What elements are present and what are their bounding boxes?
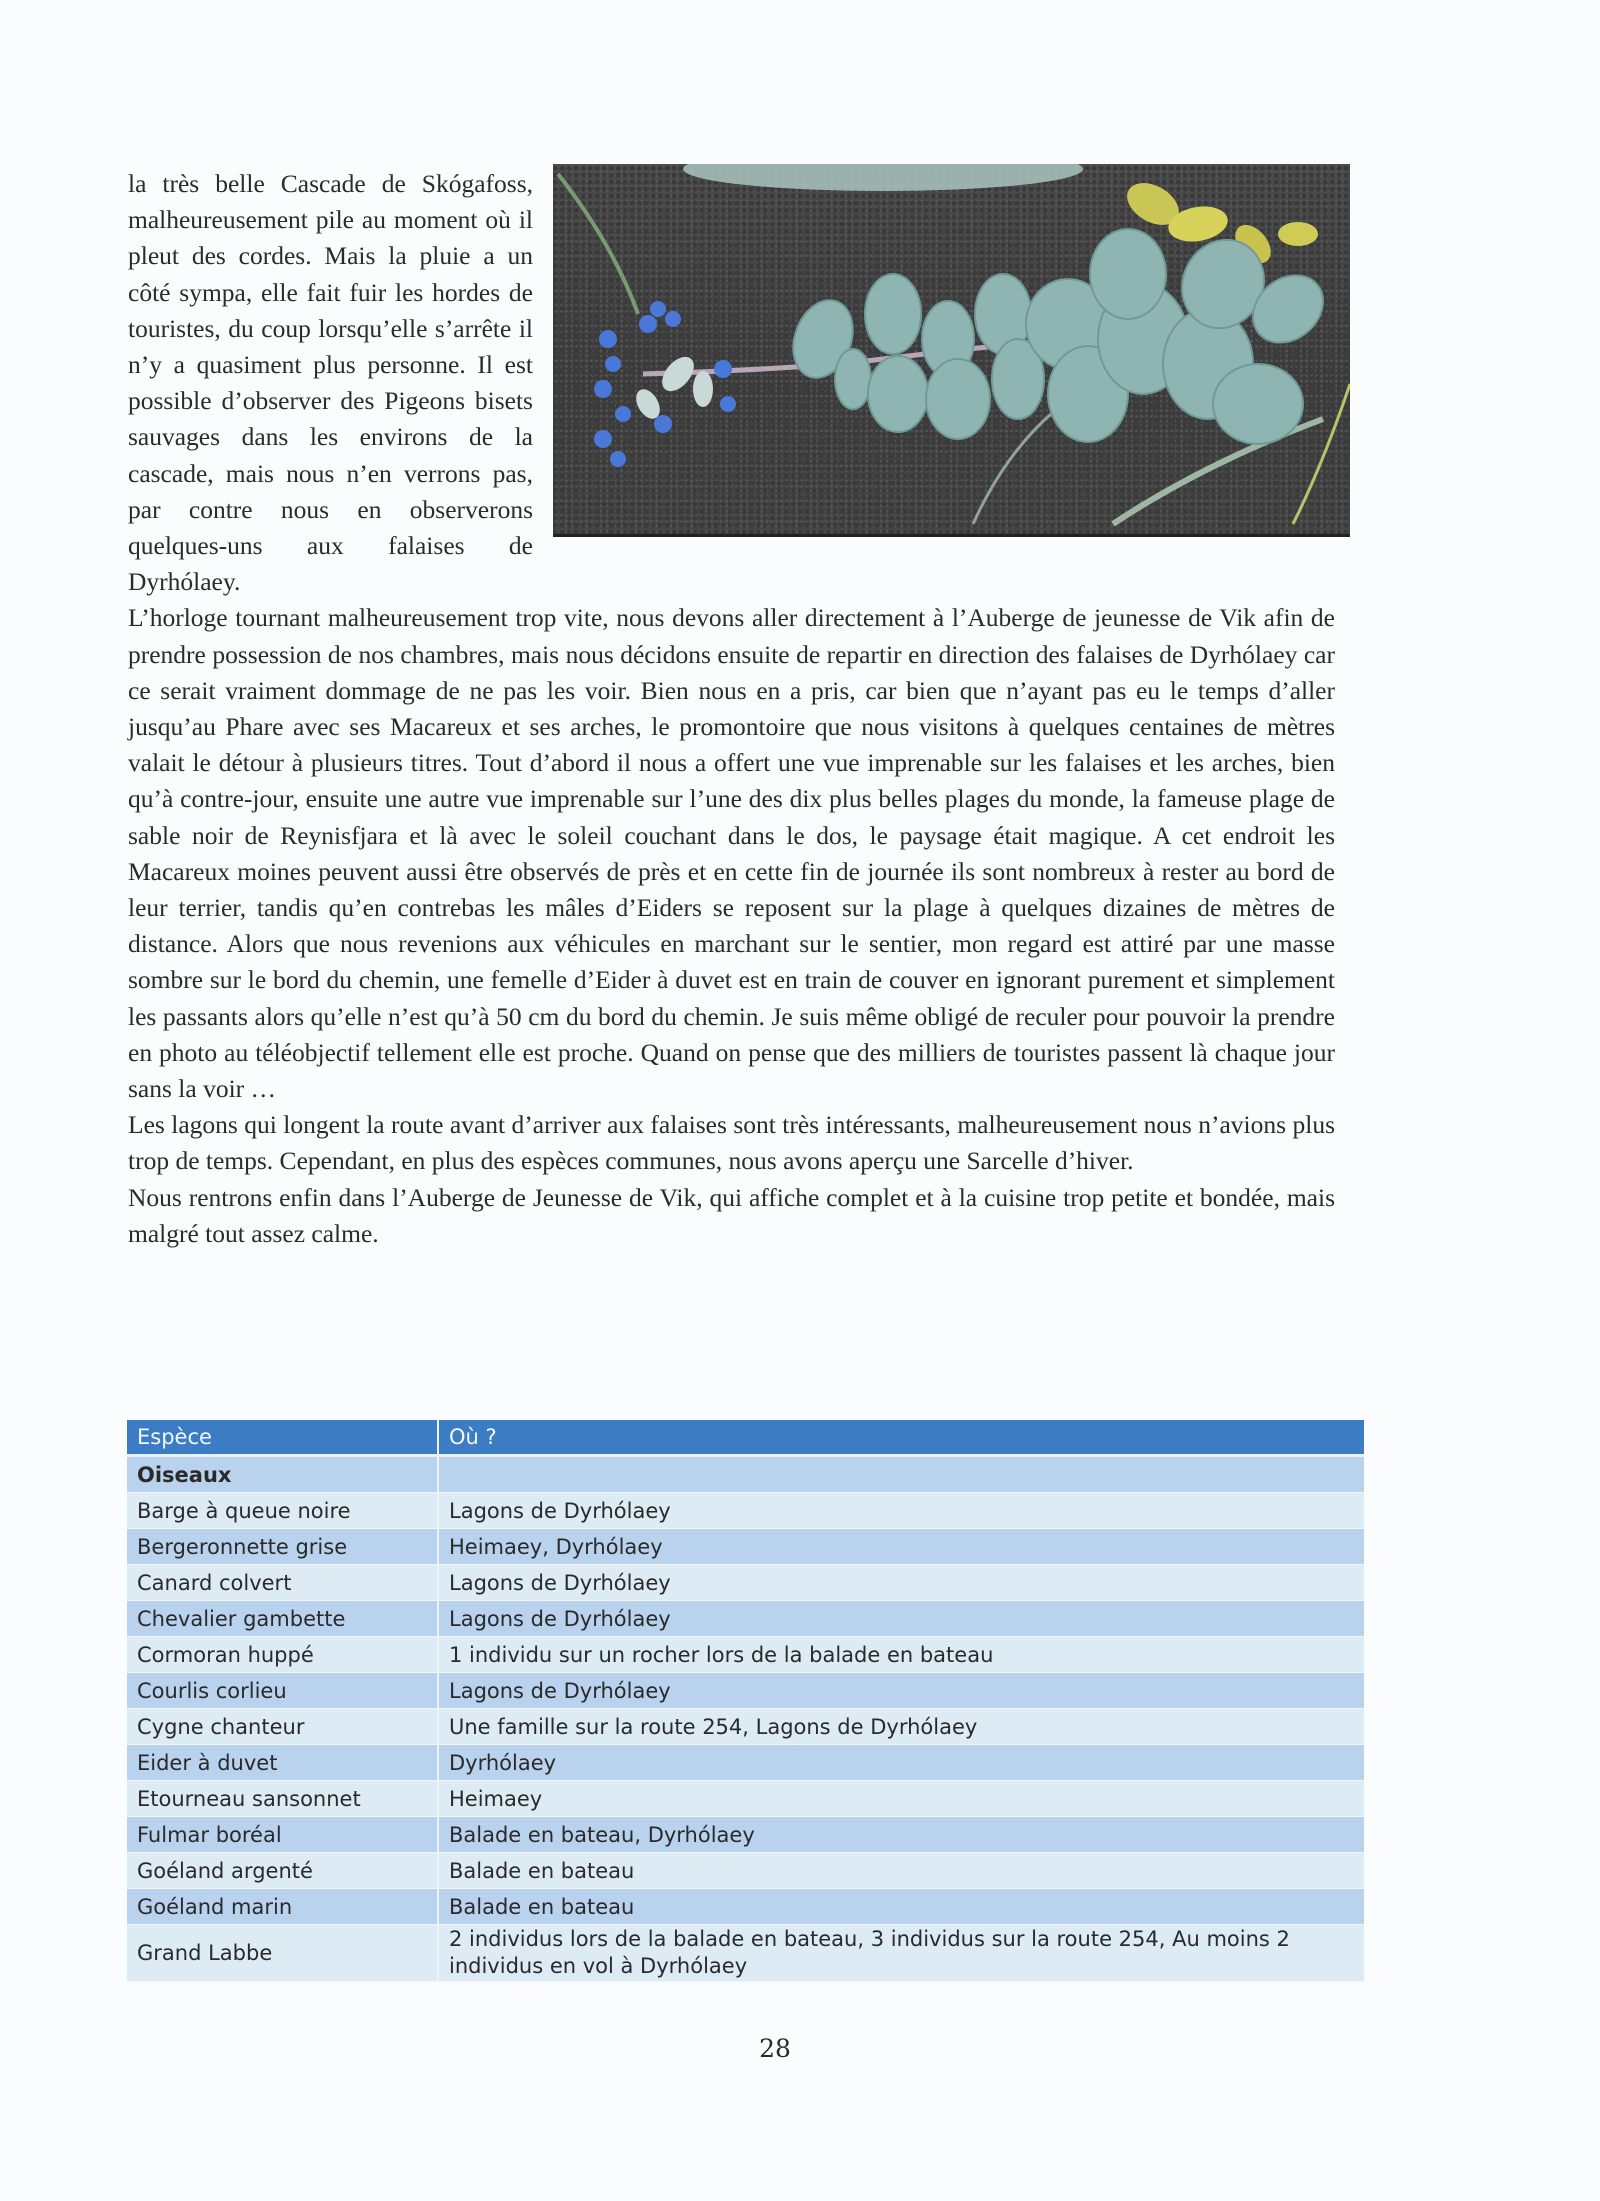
- where-cell: Balade en bateau: [438, 1889, 1364, 1925]
- where-cell: Heimaey: [438, 1781, 1364, 1817]
- paragraph-auberge: Nous rentrons enfin dans l’Auberge de Jeunesse de Vik, qui affiche complet et à la cuisine trop petite et bondée, mais malgré tout assez calme.: [128, 1182, 1335, 1248]
- species-cell: Canard colvert: [127, 1565, 438, 1601]
- species-table: [127, 1420, 1364, 1982]
- where-cell: Balade en bateau, Dyrhólaey: [438, 1817, 1364, 1853]
- table-row: [127, 1493, 1364, 1529]
- species-cell: Goéland argenté: [127, 1853, 438, 1889]
- paragraph-lagons: Les lagons qui longent la route avant d’arriver aux falaises sont très intéressants, malheureusement nous n’avions plus trop de temps. Cependant, en plus des espèces communes, nous avons aperçu une Sarcelle d’hiver.: [128, 1110, 1335, 1176]
- table-header-row: [127, 1420, 1364, 1456]
- where-cell: 2 individus lors de la balade en bateau, 3 individus sur la route 254, Au moins 2 individus en vol à Dyrhólaey: [438, 1925, 1364, 1982]
- header-species: Espèce: [127, 1420, 438, 1456]
- table-row: [127, 1601, 1364, 1637]
- header-where: Où ?: [438, 1420, 1364, 1456]
- species-cell: Eider à duvet: [127, 1745, 438, 1781]
- species-cell: Grand Labbe: [127, 1925, 438, 1982]
- table-row: [127, 1817, 1364, 1853]
- where-cell: Une famille sur la route 254, Lagons de Dyrhólaey: [438, 1709, 1364, 1745]
- species-cell: Fulmar boréal: [127, 1817, 438, 1853]
- page-number: 28: [759, 2034, 791, 2063]
- paragraph-dyrholaey: L’horloge tournant malheureusement trop vite, nous devons aller directement à l’Auberge de jeunesse de Vik afin de prendre possession de nos chambres, mais nous décidons ensuite de repartir en direction des falaises de Dyrhólaey car ce serait vraiment dommage de ne pas les voir. Bien nous en a pris, car bien que n’ayant pas eu le temps d’aller jusqu’au Phare avec ses Macareux et ses arches, le promontoire que nous visitons à quelques centaines de mètres valait le détour à plusieurs titres. Tout d’abord il nous a offert une vue imprenable sur les falaises et les arches, bien qu’à contre-jour, ensuite une autre vue imprenable sur l’une des dix plus belles plages du monde, la fameuse plage de sable noir de Reynisfjara et là avec le soleil couchant dans le dos, le paysage était magique. A cet endroit les Macareux moines peuvent aussi être observés de près et en cette fin de journée ils sont nombreux à rester au bord de leur terrier, tandis qu’en contrebas les mâles d’Eiders se reposent sur la plage à quelques dizaines de mètres de distance. Alors que nous revenions aux véhicules en marchant sur le sentier, mon regard est attiré par une masse sombre sur le bord du chemin, une femelle d’Eider à duvet est en train de couver en ignorant purement et simplement les passants alors qu’elle n’est qu’à 50 cm du bord du chemin. Je suis même obligé de reculer pour pouvoir la prendre en photo au téléobjectif tellement elle est proche. Quand on pense que des milliers de touristes passent là chaque jour sans la voir …: [128, 603, 1335, 1104]
- table-row: [127, 1637, 1364, 1673]
- species-cell: Cygne chanteur: [127, 1709, 438, 1745]
- table-row: [127, 1853, 1364, 1889]
- where-cell: 1 individu sur un rocher lors de la balade en bateau: [438, 1637, 1364, 1673]
- species-cell: Barge à queue noire: [127, 1493, 438, 1529]
- table-group-row: [127, 1456, 1364, 1493]
- table-row: [127, 1529, 1364, 1565]
- table-row: [127, 1925, 1364, 1982]
- where-cell: Lagons de Dyrhólaey: [438, 1601, 1364, 1637]
- where-cell: Lagons de Dyrhólaey: [438, 1493, 1364, 1529]
- body-text: [128, 166, 1335, 1252]
- table-row: [127, 1781, 1364, 1817]
- paragraph-skogafoss: la très belle Cascade de Skógafoss, malheureusement pile au moment où il pleut des cordes. Mais la pluie a un côté sympa, elle fait fuir les hordes de touristes, du coup lorsqu’elle s’arrête il n’y a quasiment plus personne. Il est possible d’observer des Pigeons bisets sauvages dans les environs de la cascade, mais nous n’en verrons pas, par contre nous en observerons quelques-uns aux falaises de Dyrhólaey.: [128, 169, 533, 597]
- species-cell: Cormoran huppé: [127, 1637, 438, 1673]
- where-cell: Heimaey, Dyrhólaey: [438, 1529, 1364, 1565]
- table-row: [127, 1709, 1364, 1745]
- plant-photo: [553, 164, 1350, 537]
- species-cell: Courlis corlieu: [127, 1673, 438, 1709]
- table-row: [127, 1565, 1364, 1601]
- photo-image-icon: [553, 164, 1350, 534]
- species-cell: Etourneau sansonnet: [127, 1781, 438, 1817]
- table-row: [127, 1745, 1364, 1781]
- table-row: [127, 1889, 1364, 1925]
- group-empty-cell: [438, 1456, 1364, 1493]
- species-cell: Goéland marin: [127, 1889, 438, 1925]
- where-cell: Lagons de Dyrhólaey: [438, 1673, 1364, 1709]
- group-label: Oiseaux: [127, 1456, 438, 1493]
- species-cell: Chevalier gambette: [127, 1601, 438, 1637]
- where-cell: Lagons de Dyrhólaey: [438, 1565, 1364, 1601]
- where-cell: Balade en bateau: [438, 1853, 1364, 1889]
- species-cell: Bergeronnette grise: [127, 1529, 438, 1565]
- table-row: [127, 1673, 1364, 1709]
- where-cell: Dyrhólaey: [438, 1745, 1364, 1781]
